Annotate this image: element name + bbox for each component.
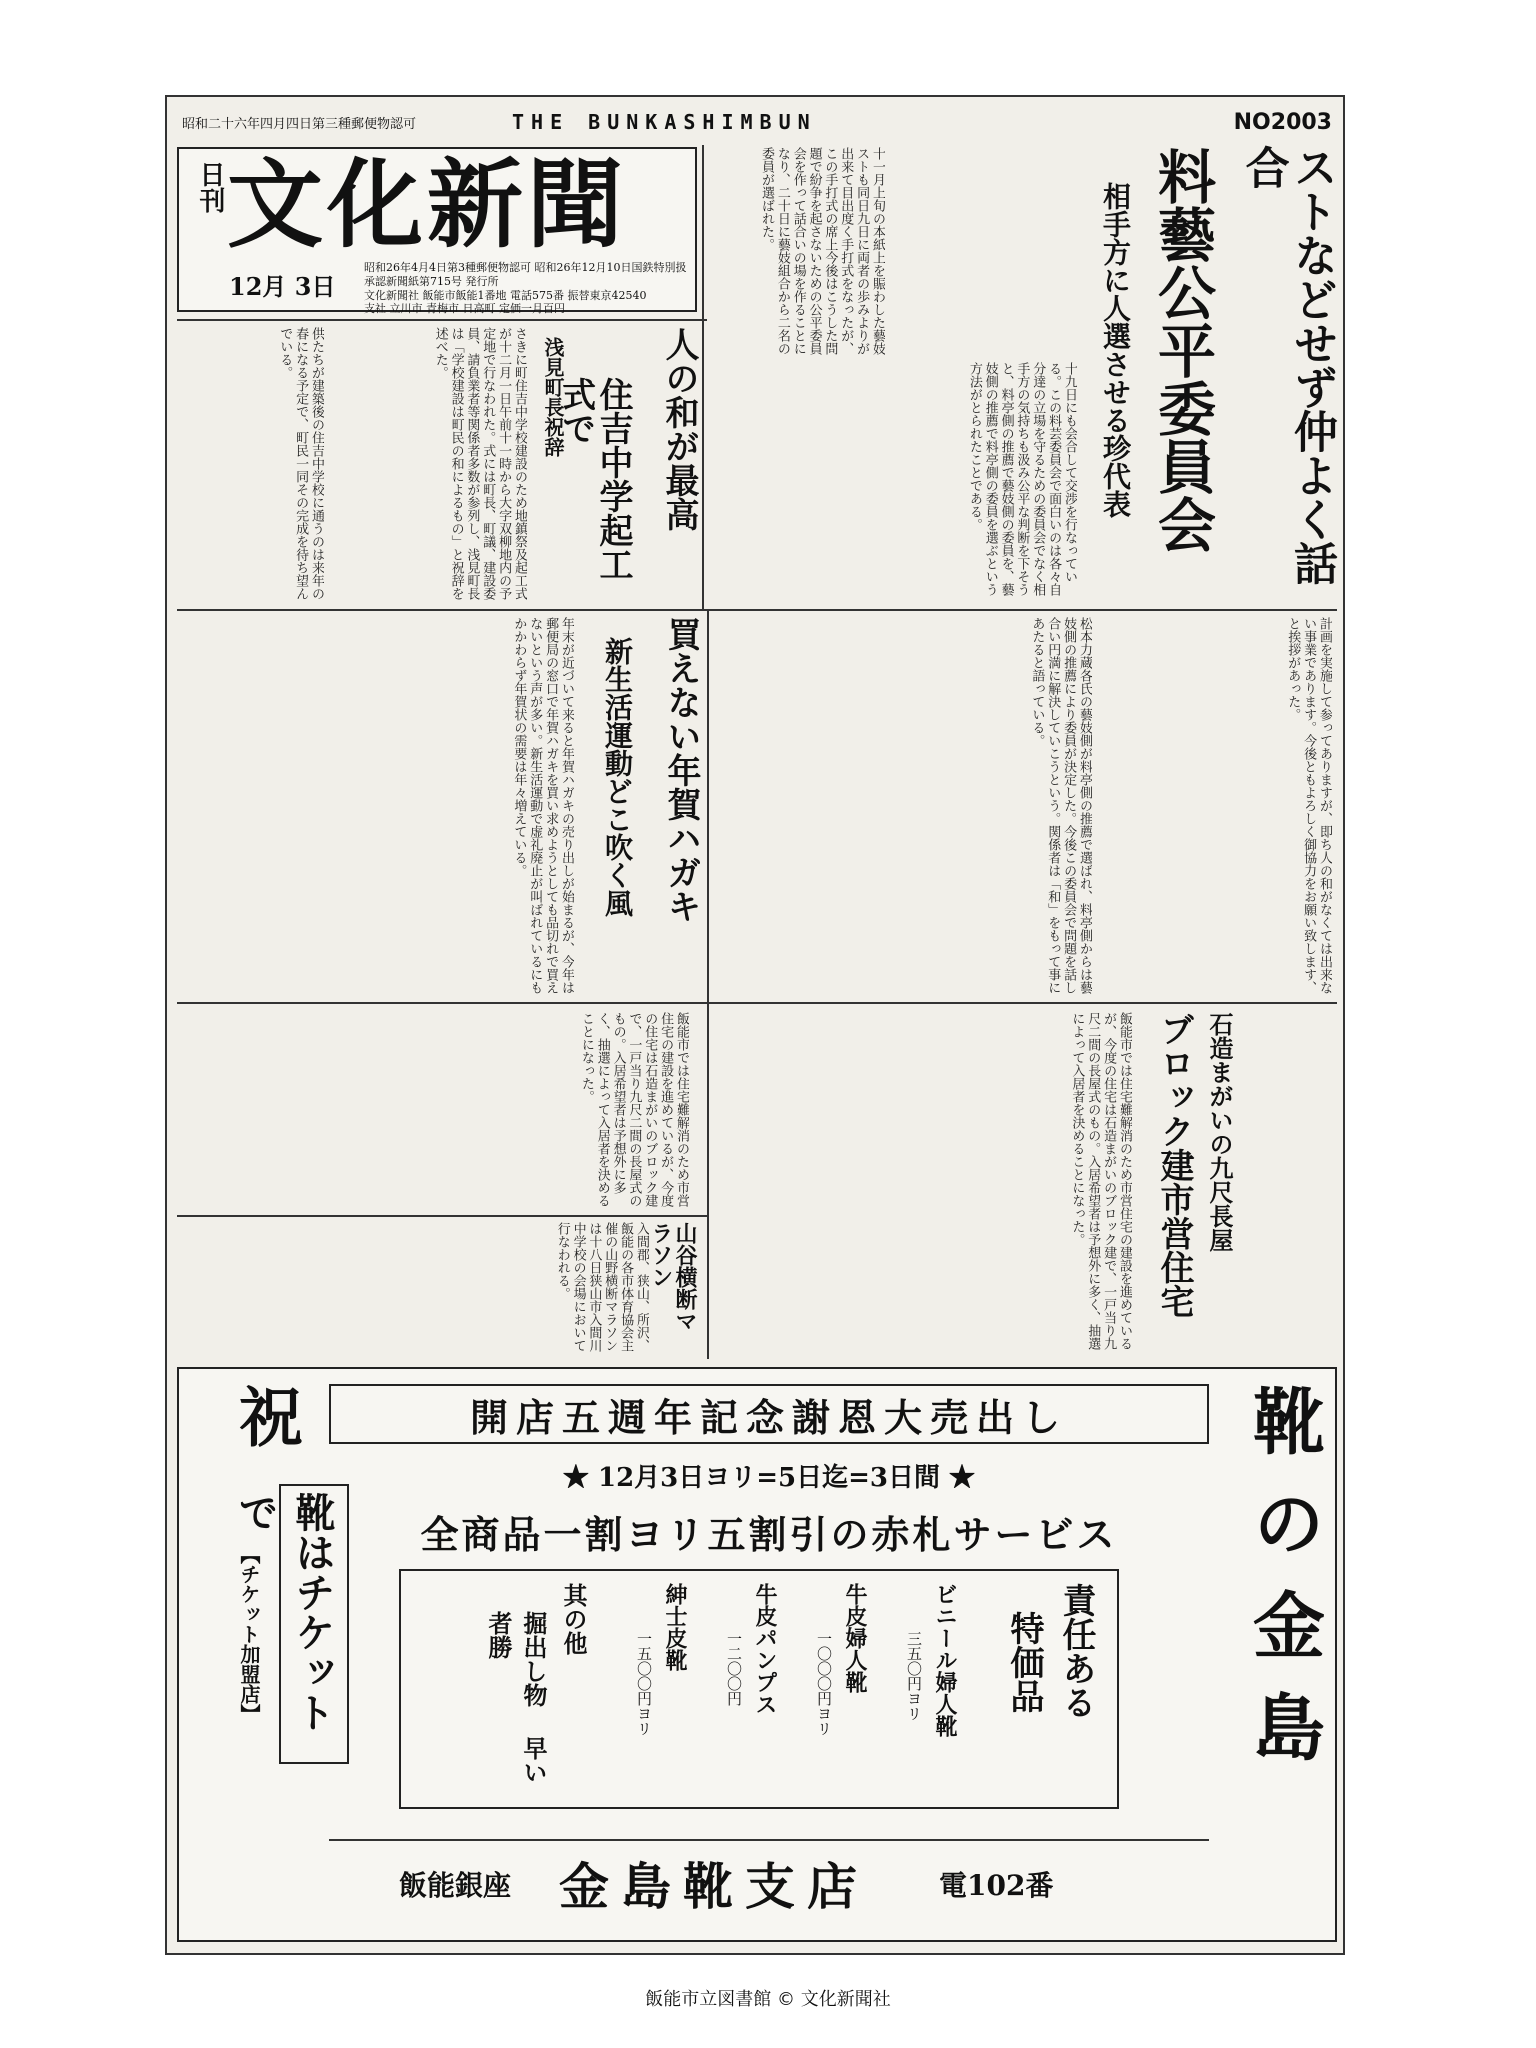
school-subhead: 住吉中学起工式で bbox=[555, 377, 633, 581]
main-article-body-right: 十一月上旬の本紙上を賑わした藝妓ストも同日九日に両者の歩みよりが出来て目出度く手打式をなったが、この手打式の席上今後はこうした問題で紛争を起さないための公平委員会を作って話合いの場を作ることになり、二十日に藝妓組合から二名の委員が選ばれた。 bbox=[758, 147, 885, 355]
main-subhead: 相手方に人選させる珍代表 bbox=[1099, 182, 1132, 518]
masthead-title: 文化新聞 bbox=[227, 148, 627, 261]
rule bbox=[177, 319, 707, 321]
ad-left-vertical: 祝 bbox=[228, 1384, 303, 1448]
ad-banner: 開店五週年記念謝恩大売出し bbox=[329, 1384, 1209, 1444]
block-body-continued: 飯能市では住宅難解消のため市営住宅の建設を進めているが、今度の住宅は石造まがいのブロック建で、一戸当り九尺二間の長屋式のもの。入居希望者は予想外に多く、抽選によって入居者を決めることになった。 bbox=[578, 1012, 689, 1207]
block-kicker: 石造まがいの九尺長屋 bbox=[1205, 1012, 1234, 1252]
masthead-info bbox=[364, 261, 694, 316]
masthead-info-line: 昭和26年4月4日第3種郵便物認可 昭和26年12月10日国鉄特別扱承認新聞紙第715号 発行所 bbox=[364, 261, 687, 288]
postcard-headline: 買えない年賀ハガキ bbox=[661, 617, 701, 923]
school-byline: 浅見町長祝辞 bbox=[541, 337, 565, 457]
ad-location: 飯能銀座 bbox=[399, 1869, 512, 1902]
ad-responsible: 責任ある bbox=[1056, 1583, 1096, 1719]
ad-ticket: 靴はチケットで bbox=[279, 1484, 349, 1764]
ad-item-price: 一五〇〇円ヨリ bbox=[635, 1631, 653, 1736]
ad-phone: 電102番 bbox=[939, 1869, 1054, 1902]
left-column-body: 供たちが建築後の住吉中学校に通うのは来年の春になる予定で、町民一同その完成を待ち望んでいる。 bbox=[277, 327, 324, 600]
ad-item-name: ビニール婦人靴 bbox=[932, 1583, 958, 1737]
masthead-kanko: 日刊 bbox=[195, 161, 225, 213]
ad-discount: 全商品一割ヨリ五割引の赤札サービス bbox=[420, 1512, 1118, 1557]
rule bbox=[177, 609, 1337, 611]
marathon-body: 入間郡、狭山、所沢、飯能の各市体育協会主催の山野横断マラソンは十八日狭山市入間川中学校の会場において行なわれる。 bbox=[554, 1222, 649, 1352]
school-headline: 人の和が最高 bbox=[659, 327, 699, 531]
masthead-info-line: 文化新聞社 飯能市飯能1番地 電話575番 振替東京42540 bbox=[364, 288, 647, 302]
main-kicker: ストなどせず仲よく話合 bbox=[1237, 145, 1337, 585]
marathon-headline: 山谷横断マラソン bbox=[647, 1222, 698, 1332]
ad-right-vertical: 靴の金島 bbox=[1241, 1384, 1326, 1792]
ad-item-price: 三五〇円ヨリ bbox=[905, 1631, 923, 1721]
rule bbox=[177, 1002, 1337, 1004]
ad-special: 特価品 bbox=[1004, 1611, 1044, 1713]
rule bbox=[177, 1215, 707, 1217]
english-title: THE BUNKASHIMBUN bbox=[512, 110, 817, 134]
issue-number: NO2003 bbox=[1233, 109, 1332, 135]
school-body: さきに町住吉中学校建設のため地鎮祭及起工式が十二月一日午前十一時から大字双柳地内の予定地で行なわれた。式には町長、町議、建設委員、請負業者等関係者多数が参列し、浅見町長は「学校建設は町民の和によるもの」と祝辞を述べた。 bbox=[432, 327, 527, 600]
ad-item-name: 紳士皮靴 bbox=[662, 1583, 688, 1671]
masthead-info-line: 支社 立川市 青梅市 日高町 定価一月百円 bbox=[364, 302, 565, 316]
rule bbox=[707, 609, 709, 1004]
page-footer: 飯能市立図書館 © 文化新聞社 bbox=[645, 1989, 891, 2010]
ad-item-price: 一〇〇〇円ヨリ bbox=[815, 1631, 833, 1736]
rule bbox=[707, 1004, 709, 1359]
ad-item-price: 一二〇〇円 bbox=[725, 1631, 743, 1706]
ad-item-name: 牛皮婦人靴 bbox=[842, 1583, 868, 1693]
newspaper-page bbox=[165, 95, 1345, 1955]
right-column-body: 計画を実施して参ってありますが、即ち人の和がなくては出来ない事業であります。今後ともよろしく御協力をお願い致します、と挨拶があった。 bbox=[1285, 617, 1332, 994]
postcard-body: 年末が近づいて来ると年賀ハガキの売り出しが始まるが、今年は郵便局の窓口で年賀ハガキを買い求めようとしても品切れで買えないという声が多い。新生活運動で虚礼廃止が叫ばれているにもかかわらず年賀状の需要は年々増えている。 bbox=[511, 617, 574, 994]
ad-ticket-note: 【チケット加盟店】 bbox=[237, 1544, 261, 1724]
header-line bbox=[182, 109, 1332, 135]
block-headline: ブロック建市営住宅 bbox=[1154, 1012, 1194, 1318]
masthead-date: 12月 3日 bbox=[229, 272, 336, 301]
ad-rule bbox=[329, 1839, 1209, 1841]
ad-item-name: 牛皮パンプス bbox=[752, 1583, 778, 1715]
masthead bbox=[177, 147, 697, 316]
rule bbox=[702, 145, 704, 610]
advertisement bbox=[177, 1367, 1337, 1942]
ad-item-name: 其の他 bbox=[559, 1583, 588, 1655]
kagami-body: 松本力蔵各氏の藝妓側が料亭側の推薦で選ばれ、料亭側からは藝妓側の推薦により委員が決定した。今後この委員会で問題を話し合い円満に解決していこうという。関係者は「和」をもって事にあたると語っている。 bbox=[1029, 617, 1092, 994]
header-serial: 昭和二十六年四月四日第三種郵便物認可 bbox=[182, 116, 417, 132]
ad-period: ★ 12月3日ヨリ=5日迄=3日間 ★ bbox=[562, 1463, 976, 1493]
ad-price-box bbox=[399, 1569, 1119, 1809]
main-headline: 料藝公平委員会 bbox=[1148, 147, 1216, 553]
main-article-body-left: 十九日にも会合して交渉を行なっている。この料芸委員会で面白いのは各々自分達の立場を守るための委員会でなく相手方の気持ちも汲み公平な判断を下そうと、料亭側の推薦で藝妓側の委員を、藝妓側の推薦で料亭側の委員を選ぶという方法がとられたことである。 bbox=[966, 362, 1077, 596]
postcard-subhead: 新生活運動どこ吹く風 bbox=[601, 637, 634, 917]
ad-item-price: 掘出し物 早い者勝 bbox=[484, 1611, 548, 1784]
ad-shop-name: 金島靴支店 bbox=[559, 1857, 869, 1916]
block-body: 飯能市では住宅難解消のため市営住宅の建設を進めているが、今度の住宅は石造まがいのブロック建で、一戸当り九尺二間の長屋式のもの。入居希望者は予想外に多く、抽選によって入居者を決めることになった。 bbox=[1069, 1012, 1132, 1350]
